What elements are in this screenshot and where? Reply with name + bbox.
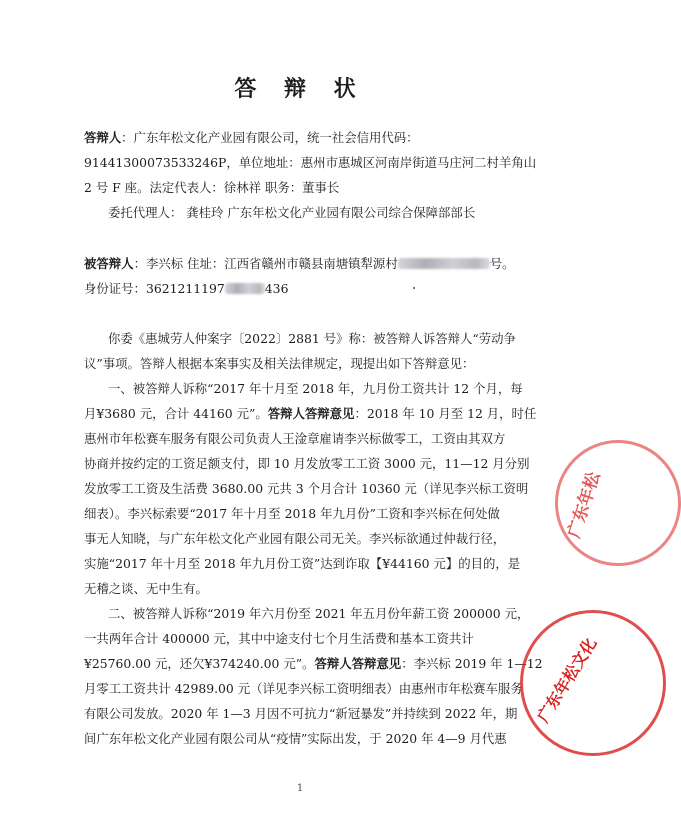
respondent-line-1 (84, 131, 419, 145)
claim-amount-text: 月¥3680 元，合计 44160 元”。 (84, 406, 268, 421)
body-p1-line-2: 议”事项。答辩人根据本案事实及相关法律规定，现提出如下答辩意见： (84, 356, 475, 371)
defense-text-2: ：李兴标 2019 年 1—12 (401, 656, 543, 671)
defense-label-2: 答辩人答辩意见 (314, 656, 402, 671)
body-p2-line-4: 协商并按约定的工资足额支付，即 10 月发放零工工资 3000 元，11—12 月分别 (84, 456, 530, 471)
scan-speck (413, 287, 415, 289)
body-p3-line-1: 二、被答辩人诉称“2019 年六月份至 2021 年五月份年薪工资 200000 元， (108, 606, 530, 621)
id-number-end: 436 (264, 281, 289, 296)
document-title: 答 辩 状 (234, 77, 366, 102)
body-p2-line-1: 一、被答辩人诉称“2017 年十月至 2018 年，九月份工资共计 12 个月，每 (108, 381, 523, 396)
seal-text-bottom: 广东年松文化 (533, 634, 601, 726)
seal-text-top: 广东年松 (564, 469, 605, 541)
defense-label: 答辩人答辩意见 (267, 406, 355, 421)
page-number: 1 (296, 783, 304, 794)
body-p2-line-2 (84, 407, 536, 421)
respondent-label: 答辩人 (84, 130, 122, 145)
body-p2-line-5: 发放零工工资及生活费 3680.00 元共 3 个月合计 10360 元（详见李兴标工资明 (84, 481, 529, 496)
applicant-address-end: 号。 (489, 256, 515, 271)
defense-text: ：2018 年 10 月至 12 月，时任 (354, 406, 537, 421)
body-p2-line-8: 实施“2017 年十月至 2018 年九月份工资”达到诈取【¥44160 元】的目的，是 (84, 556, 521, 571)
body-p2-line-6: 细表）。李兴标索要“2017 年十月至 2018 年九月份”工资和李兴标在何处做 (84, 506, 500, 521)
respondent-line-2: 91441300073533246P，单位地址：惠州市惠城区河南岸街道马庄河二村羊角山 (84, 155, 537, 170)
applicant-label: 被答辩人 (84, 256, 134, 271)
body-p2-line-9: 无稽之谈、无中生有。 (84, 581, 208, 596)
agent-line: 委托代理人： 龚桂玲 广东年松文化产业园有限公司综合保障部部长 (108, 205, 476, 220)
applicant-line-1 (84, 257, 515, 271)
body-p3-line-5: 有限公司发放。2020 年 1—3 月因不可抗力“新冠暴发”并持续到 2022 年，期 (84, 706, 518, 721)
company-seal-bottom (520, 610, 666, 756)
body-p2-line-7: 事无人知晓，与广东年松文化产业园有限公司无关。李兴标欲通过仲裁行径， (84, 531, 506, 546)
respondent-line-3: 2 号 F 座。法定代表人：徐林祥 职务：董事长 (84, 180, 340, 195)
claim-amount-text-2: ¥25760.00 元，还欠¥374240.00 元”。 (84, 656, 315, 671)
body-p3-line-4: 月零工工资共计 42989.00 元（详见李兴标工资明细表）由惠州市年松赛车服务 (84, 681, 523, 696)
redacted-id (225, 283, 265, 294)
body-p3-line-6: 间广东年松文化产业园有限公司从“疫情”实际出发，于 2020 年 4—9 月代惠 (84, 731, 507, 746)
applicant-address: ：李兴标 住址：江西省赣州市赣县南塘镇犁源村 (133, 256, 398, 271)
body-p3-line-2: 一共两年合计 400000 元，其中中途支付七个月生活费和基本工资共计 (84, 631, 474, 646)
body-p2-line-3: 惠州市年松赛车服务有限公司负责人王淦章雇请李兴标做零工，工资由其双方 (84, 431, 506, 446)
respondent-line-1-text: ：广东年松文化产业园有限公司，统一社会信用代码： (121, 130, 419, 145)
body-p1-line-1: 你委《惠城劳人仲案字〔2022〕2881 号》称：被答辩人诉答辩人“劳动争 (108, 331, 516, 346)
id-number-start: 身份证号：3621211197 (84, 281, 225, 296)
redacted-address (398, 258, 490, 269)
applicant-line-2 (84, 282, 288, 296)
body-p3-line-3 (84, 657, 543, 671)
